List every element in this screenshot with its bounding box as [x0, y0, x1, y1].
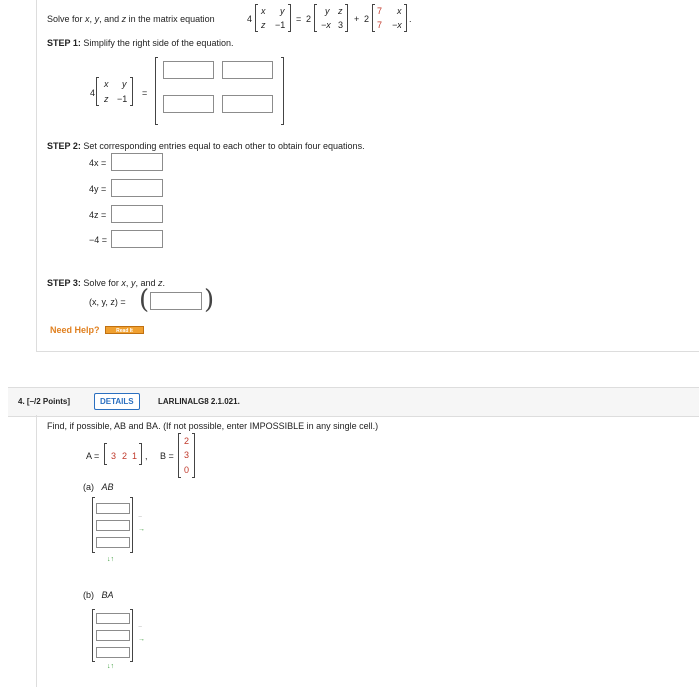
eq-mid-cell: y	[325, 6, 330, 16]
matrix-a-cell: 1	[132, 451, 138, 461]
part-b-add-col-icon[interactable]: →	[138, 636, 145, 643]
problem4-instruction: Find, if possible, AB and BA. (If not possible, enter IMPOSSIBLE in any single cell.)	[47, 421, 379, 431]
problem4-number-points: 4. [–/2 Points]	[18, 397, 71, 406]
step1-lhs-cell: y	[122, 79, 127, 89]
eq-rhs-bracket-right	[404, 4, 407, 32]
step3-answer-label: (x, y, z) =	[89, 297, 126, 307]
eq-lhs-scalar: 4	[247, 14, 253, 24]
step1-answer-bracket-right	[281, 57, 284, 125]
step2-label-4z: 4z =	[89, 210, 107, 220]
eq-mid-cell: −x	[321, 20, 331, 30]
matrix-a-cell: 2	[122, 451, 128, 461]
step2-heading: STEP 2: Set corresponding entries equal to each other to obtain four equations.	[47, 141, 365, 151]
eq-mid-cell: 3	[338, 20, 344, 30]
step1-answer-cell-12[interactable]	[222, 61, 273, 79]
eq-rhs-cell: −x	[392, 20, 402, 30]
step1-lhs-cell: z	[104, 94, 109, 104]
read-it-button[interactable]: Read It	[105, 326, 144, 334]
step1-bracket-left	[96, 77, 99, 106]
eq-rhs-bracket-left	[372, 4, 375, 32]
matrix-b-cell: 3	[184, 450, 190, 460]
matrix-a-label: A =	[86, 451, 100, 461]
part-b-cell-2[interactable]	[96, 630, 130, 641]
matrix-a-cell: 3	[111, 451, 117, 461]
step2-input-4y[interactable]	[111, 179, 163, 197]
need-help-label: Need Help?	[50, 325, 100, 335]
part-a-remove-col-icon[interactable]: −	[138, 514, 143, 521]
step1-answer-cell-21[interactable]	[163, 95, 214, 113]
step2-input-4z[interactable]	[111, 205, 163, 223]
details-button[interactable]: DETAILS	[94, 393, 140, 410]
problem3-bottom-border	[36, 351, 699, 352]
problem4-code: LARLINALG8 2.1.021.	[158, 397, 240, 406]
eq-rhs-cell: 7	[377, 6, 383, 16]
eq-rhs-cell: x	[397, 6, 402, 16]
matrix-b-cell: 0	[184, 465, 190, 475]
step1-answer-bracket-left	[155, 57, 158, 125]
eq-mid-scalar: 2	[306, 14, 312, 24]
part-b-cell-1[interactable]	[96, 613, 130, 624]
matrix-b-label: B =	[160, 451, 174, 461]
step1-equals: =	[142, 88, 148, 98]
problem3-prompt: Solve for x, y, and z in the matrix equation	[47, 14, 215, 24]
eq-rhs-cell: 7	[377, 20, 383, 30]
matrix-a-bracket-right	[139, 443, 142, 465]
step3-paren-right: )	[204, 285, 215, 315]
matrix-a-comma: ,	[145, 451, 148, 461]
part-b-label: (b) BA	[83, 590, 114, 600]
eq-equals: =	[296, 14, 302, 24]
part-b-cell-3[interactable]	[96, 647, 130, 658]
part-a-label: (a) AB	[83, 482, 114, 492]
part-a-cell-2[interactable]	[96, 520, 130, 531]
eq-mid-bracket-left	[314, 4, 317, 32]
step1-heading: STEP 1: Simplify the right side of the equation.	[47, 38, 234, 48]
step2-label-neg4: −4 =	[89, 235, 108, 245]
eq-lhs-bracket-left	[255, 4, 258, 32]
eq-lhs-cell: z	[261, 20, 266, 30]
eq-period: .	[409, 14, 412, 24]
part-a-cell-1[interactable]	[96, 503, 130, 514]
part-b-bracket-right	[130, 609, 133, 662]
step2-input-neg4[interactable]	[111, 230, 163, 248]
step1-answer-cell-22[interactable]	[222, 95, 273, 113]
eq-lhs-bracket-right	[288, 4, 291, 32]
eq-rhs-scalar: 2	[364, 14, 370, 24]
problem4-left-border	[36, 415, 37, 687]
eq-plus: +	[354, 14, 360, 24]
matrix-b-cell: 2	[184, 436, 190, 446]
step3-heading: STEP 3: Solve for x, y, and z.	[47, 278, 165, 288]
matrix-a-bracket-left	[104, 443, 107, 465]
part-a-row-resize-icon[interactable]: ↓↑	[107, 556, 114, 563]
step1-lhs-cell: x	[104, 79, 109, 89]
eq-lhs-cell: x	[261, 6, 266, 16]
part-b-remove-col-icon[interactable]: −	[138, 624, 143, 631]
step2-input-4x[interactable]	[111, 153, 163, 171]
step1-bracket-right	[130, 77, 133, 106]
step2-label-4y: 4y =	[89, 184, 107, 194]
eq-mid-cell: z	[338, 6, 343, 16]
part-a-cell-3[interactable]	[96, 537, 130, 548]
part-a-bracket-right	[130, 497, 133, 553]
part-a-bracket-left	[92, 497, 95, 553]
eq-lhs-cell: −1	[275, 20, 286, 30]
matrix-b-bracket-left	[178, 433, 181, 478]
part-b-row-resize-icon[interactable]: ↓↑	[107, 663, 114, 670]
eq-mid-bracket-right	[345, 4, 348, 32]
matrix-b-bracket-right	[192, 433, 195, 478]
eq-lhs-cell: y	[280, 6, 285, 16]
step2-label-4x: 4x =	[89, 158, 107, 168]
step1-lhs-scalar: 4	[90, 88, 96, 98]
step1-lhs-cell: −1	[117, 94, 128, 104]
step3-paren-left: (	[139, 285, 150, 315]
step3-answer-input[interactable]	[150, 292, 202, 310]
problem3-left-border	[36, 0, 37, 352]
step1-answer-cell-11[interactable]	[163, 61, 214, 79]
part-b-bracket-left	[92, 609, 95, 662]
part-a-add-col-icon[interactable]: →	[138, 526, 145, 533]
